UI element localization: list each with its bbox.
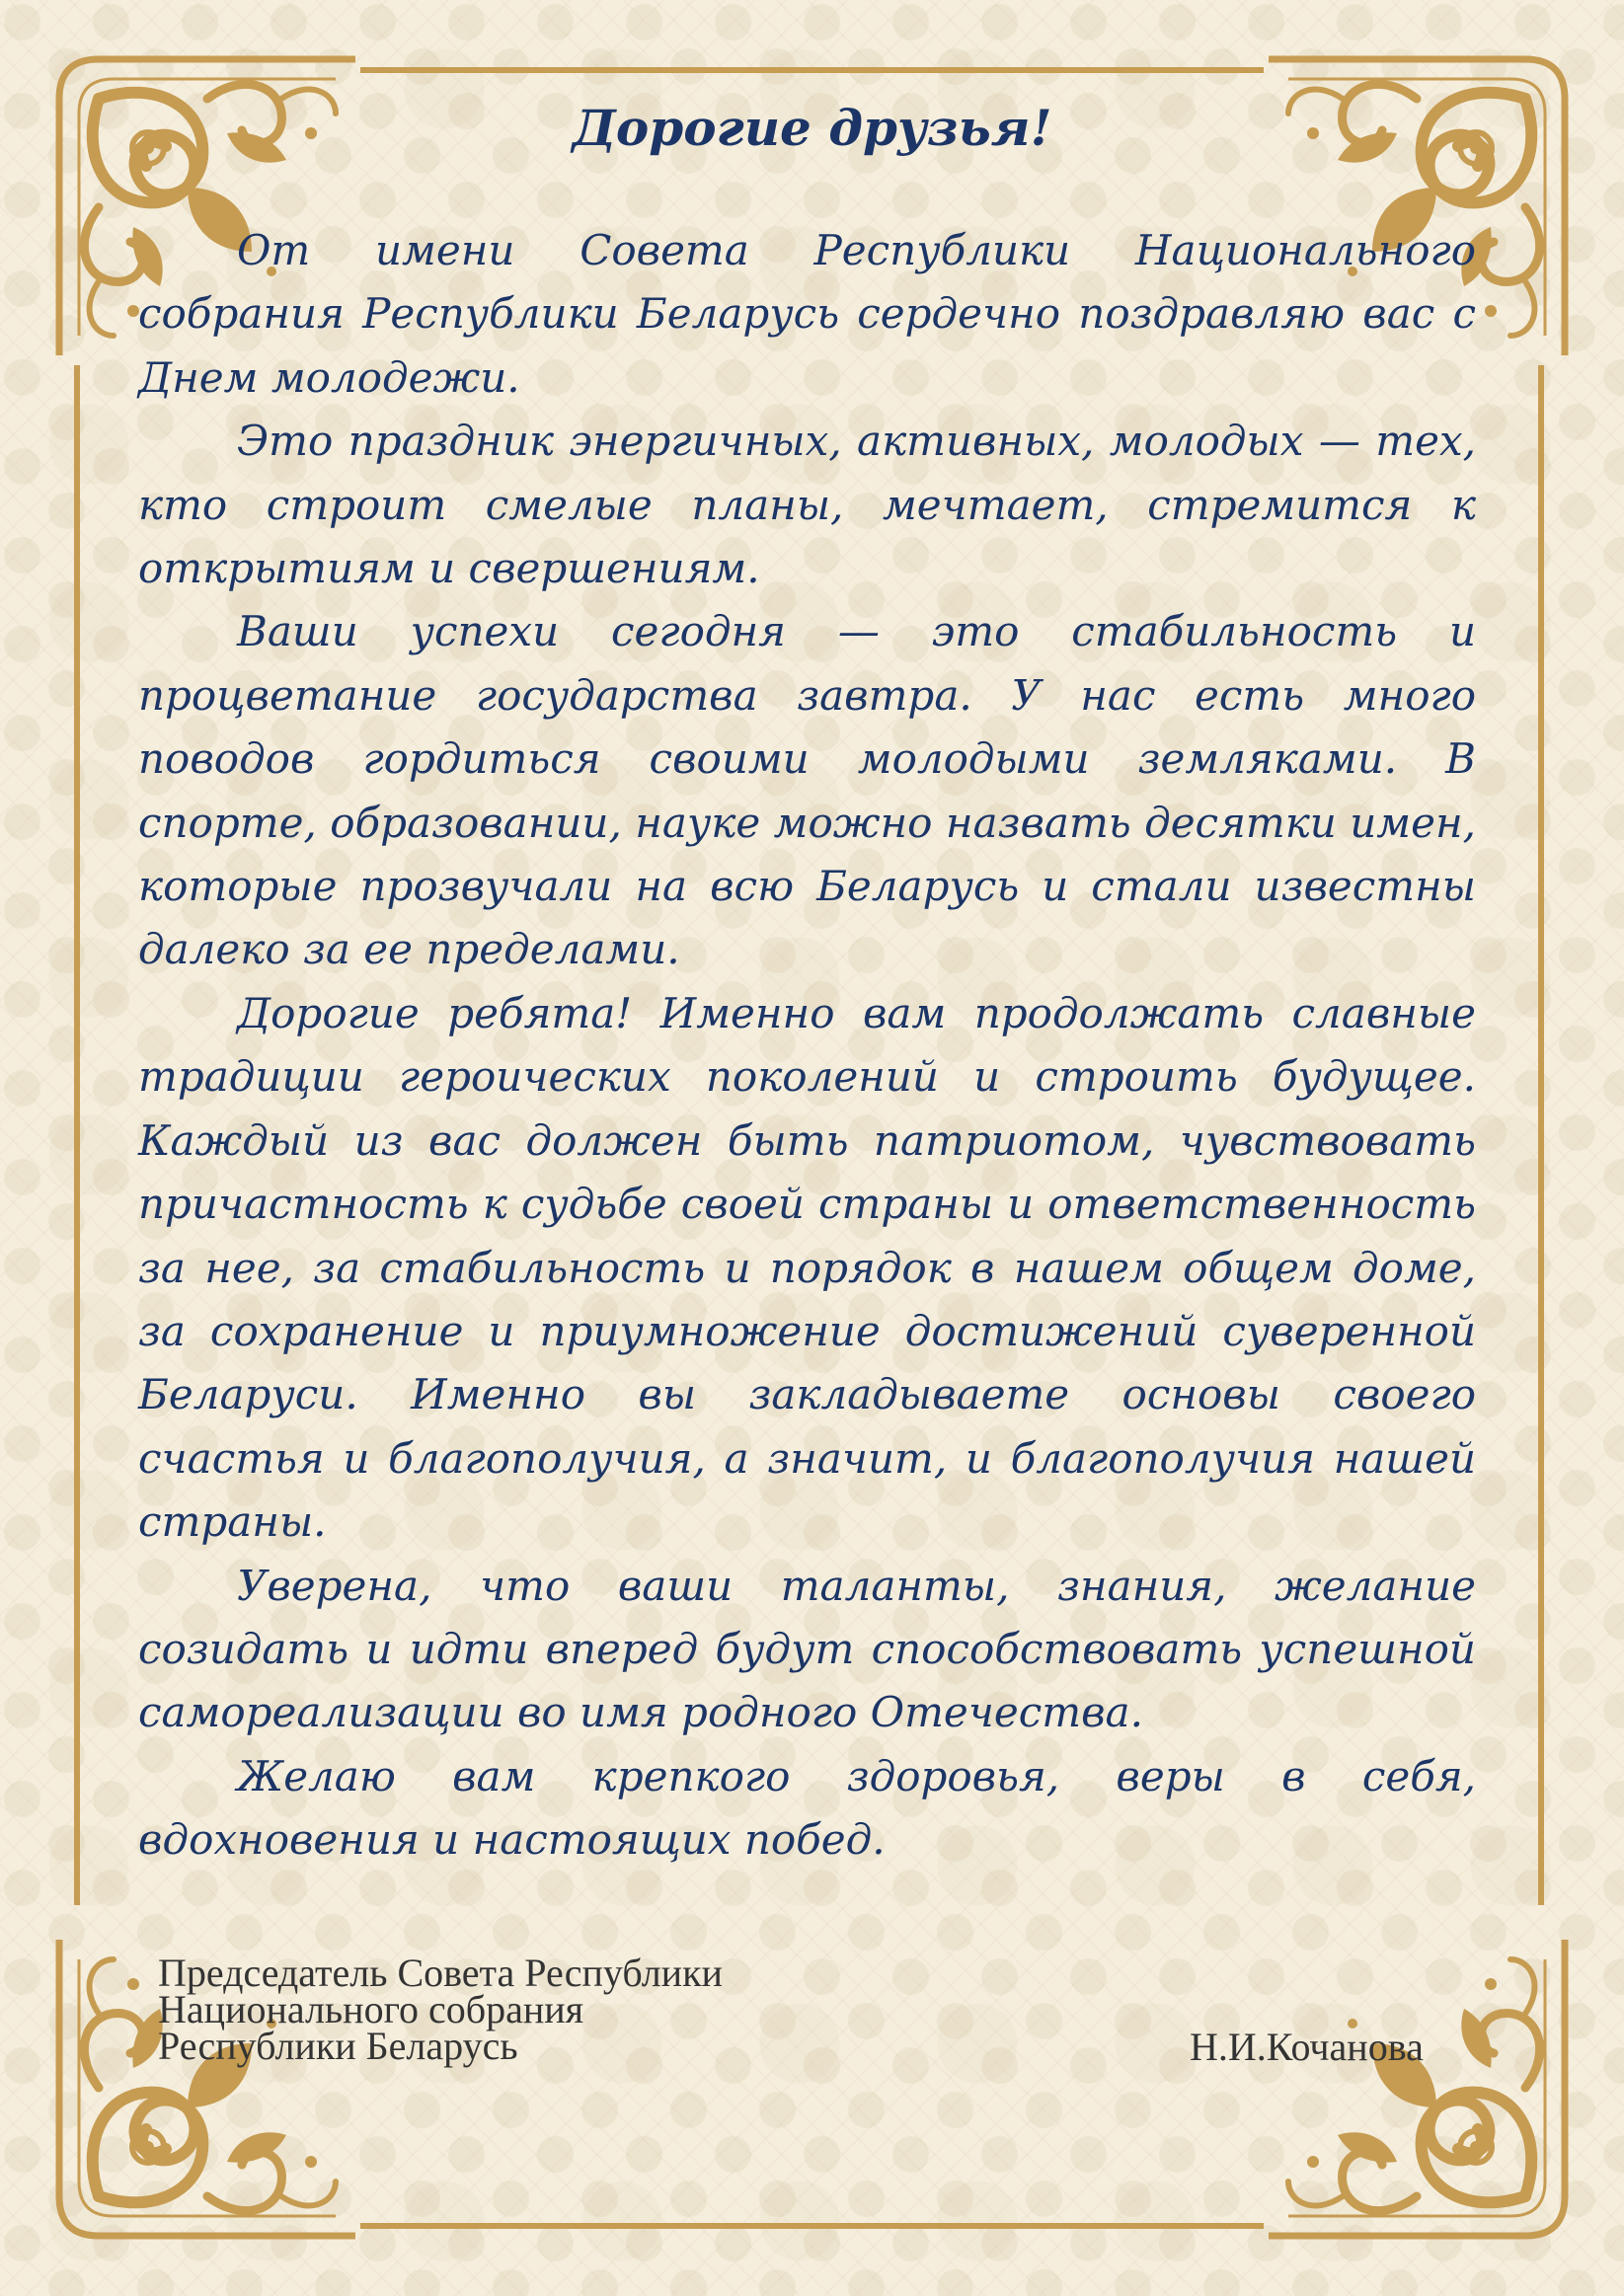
signatory-name: Н.И.Кочанова [1190,2025,1424,2069]
letter-paragraph: Это праздник энергичных, активных, молодых — тех, кто строит смелые планы, мечтает, стремится к открытиям и свершениям. [138,417,1476,593]
frame-top-line [360,67,1264,73]
letter-paragraph: Дорогие ребята! Именно вам продолжать славные традиции героических поколений и строить будущее. Каждый из вас должен быть патриотом, чувствовать причастность к судьбе своей страны и ответственность за нее, за стабильность и порядок в нашем общем доме, за сохранение и приумножение достижений суверенной Беларуси. Именно вы закладываете основы своего счастья и благополучия, а значит, и благополучия нашей страны. [138,988,1476,1547]
letter-paragraph: Желаю вам крепкого здоровья, веры в себя, вдохновения и настоящих побед. [138,1751,1476,1865]
frame-right-line [1538,365,1544,1905]
letter-greeting: Дорогие друзья! [572,99,1052,157]
signatory-position-line: Республики Беларусь [158,2024,518,2068]
ornament-corner-bottom-right-icon [1259,1930,1585,2256]
signatory-position [158,1951,723,2068]
letter-paragraph: От имени Совета Республики Национального собрания Республики Беларусь сердечно поздравляю вас с Днем молодежи. [138,226,1476,402]
signatory-position-line: Председатель Совета Республики [158,1951,723,1995]
signatory-position-line: Национального собрания [158,1987,584,2031]
letter-paragraph: Ваши успехи сегодня — это стабильность и процветание государства завтра. У нас есть много поводов гордиться своими молодыми земляками. В спорте, образовании, науке можно назвать десятки имен, которые прозвучали на всю Беларусь и стали известны далеко за ее пределами. [138,607,1476,974]
letter-paragraph: Уверена, что ваши таланты, знания, желание созидать и идти вперед будут способствовать успешной самореализации во имя родного Отечества. [138,1561,1476,1737]
letter-body [138,219,1476,1873]
frame-bottom-line [360,2223,1264,2229]
frame-left-line [74,365,80,1905]
